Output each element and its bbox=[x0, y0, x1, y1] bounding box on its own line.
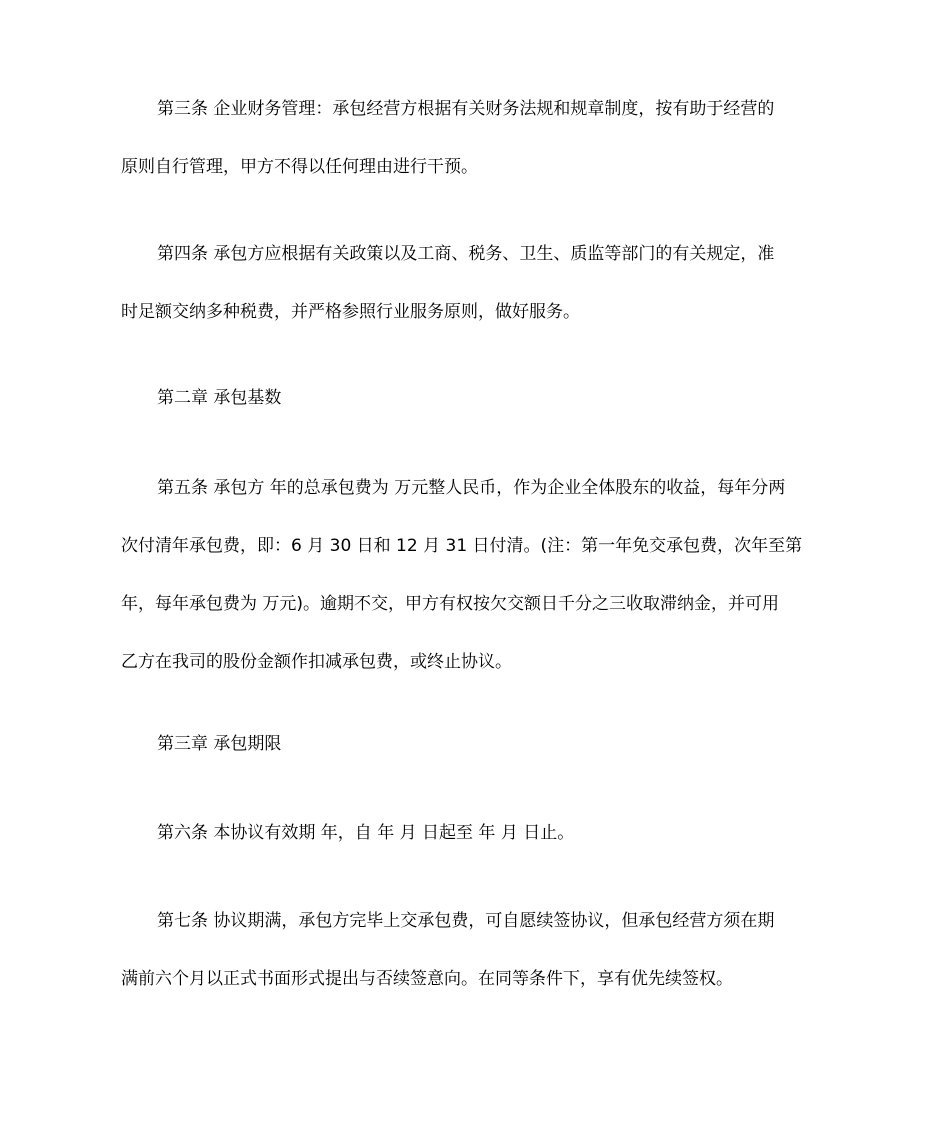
article-4-line-1: 第四条 承包方应根据有关政策以及工商、税务、卫生、质监等部门的有关规定，准 bbox=[157, 244, 775, 264]
article-3-line-2: 原则自行管理，甲方不得以任何理由进行干预。 bbox=[121, 157, 478, 177]
article-7-line-1: 第七条 协议期满，承包方完毕上交承包费，可自愿续签协议，但承包经营方须在期 bbox=[157, 911, 775, 931]
article-4-line-2: 时足额交纳多种税费，并严格参照行业服务原则，做好服务。 bbox=[121, 302, 580, 322]
chapter-2-title: 第二章 承包基数 bbox=[157, 388, 282, 408]
article-5-line-4: 乙方在我司的股份金额作扣减承包费，或终止协议。 bbox=[121, 652, 512, 672]
chapter-3-title: 第三章 承包期限 bbox=[157, 734, 282, 754]
article-3-paragraph bbox=[121, 80, 833, 196]
article-5-paragraph bbox=[121, 459, 833, 691]
article-5-line-1: 第五条 承包方 年的总承包费为 万元整人民币，作为企业全体股东的收益，每年分两 bbox=[157, 478, 786, 498]
article-6-line-1: 第六条 本协议有效期 年，自 年 月 日起至 年 月 日止。 bbox=[157, 823, 575, 843]
article-5-line-2: 次付清年承包费，即：6 月 30 日和 12 月 31 日付清。(注：第一年免交承包费，次年至第 bbox=[121, 536, 803, 556]
chapter-2-heading bbox=[121, 369, 833, 427]
article-7-paragraph bbox=[121, 892, 833, 1008]
article-5-line-3: 年，每年承包费为 万元)。逾期不交，甲方有权按欠交额日千分之三收取滞纳金，并可用 bbox=[121, 594, 780, 614]
article-7-line-2: 满前六个月以正式书面形式提出与否续签意向。在同等条件下，享有优先续签权。 bbox=[121, 969, 733, 989]
article-4-paragraph bbox=[121, 225, 833, 341]
article-6-paragraph bbox=[121, 804, 833, 862]
article-3-line-1: 第三条 企业财务管理：承包经营方根据有关财务法规和规章制度，按有助于经营的 bbox=[157, 99, 775, 119]
chapter-3-heading bbox=[121, 715, 833, 773]
